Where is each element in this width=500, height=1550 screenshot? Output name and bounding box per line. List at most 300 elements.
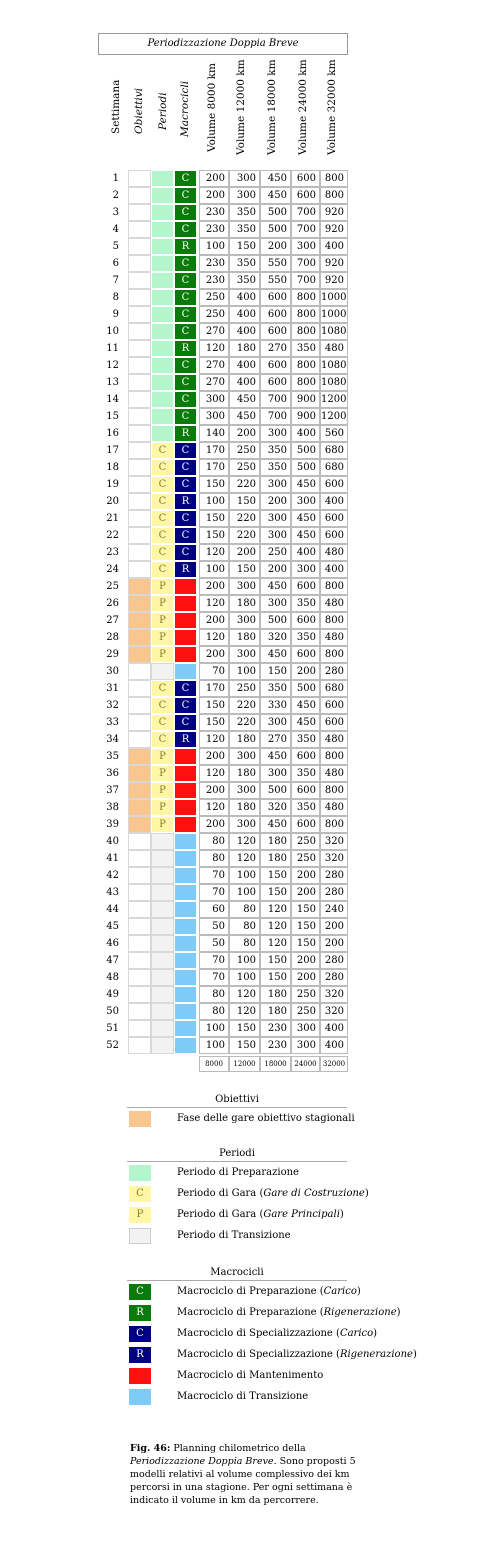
volume-cell: 70: [199, 969, 229, 986]
objective-cell: [128, 833, 151, 850]
legend-swatch: [129, 1165, 151, 1181]
figure-caption: [130, 1442, 370, 1507]
objective-cell: [128, 425, 151, 442]
volume-cell: 150: [260, 663, 291, 680]
period-cell: [151, 357, 174, 374]
volume-cell: 180: [229, 731, 260, 748]
volume-cell: 400: [229, 289, 260, 306]
period-cell: [151, 272, 174, 289]
volume-cell: 600: [291, 578, 320, 595]
legend-swatch: [129, 1228, 151, 1244]
volume-cell: 150: [229, 1037, 260, 1054]
week-number: 3: [112, 207, 119, 218]
volume-cell: 500: [260, 221, 291, 238]
volume-cell: 600: [260, 357, 291, 374]
volume-cell: 300: [229, 816, 260, 833]
volume-cell: 350: [291, 731, 320, 748]
volume-cell: 350: [260, 442, 291, 459]
objective-cell: [128, 306, 151, 323]
volume-cell: 100: [199, 1020, 229, 1037]
volume-cell: 300: [291, 493, 320, 510]
objective-cell: [128, 323, 151, 340]
volume-cell: 120: [199, 765, 229, 782]
volume-cell: 800: [291, 306, 320, 323]
period-cell: P: [151, 799, 174, 816]
volume-cell: 100: [199, 561, 229, 578]
legend-swatch: [129, 1368, 151, 1384]
volume-cell: 1080: [320, 374, 348, 391]
volume-cell: 230: [199, 221, 229, 238]
volume-total: 8000: [199, 1056, 229, 1072]
week-number: 27: [106, 615, 119, 626]
volume-cell: 350: [291, 799, 320, 816]
volume-cell: 600: [260, 289, 291, 306]
caption-text: Planning chilometrico della: [170, 1443, 306, 1454]
volume-cell: 180: [260, 850, 291, 867]
volume-cell: 100: [229, 867, 260, 884]
volume-cell: 300: [229, 187, 260, 204]
volume-cell: 450: [260, 816, 291, 833]
macrocycle-cell: C: [174, 680, 197, 697]
volume-cell: 320: [260, 799, 291, 816]
volume-cell: 450: [260, 170, 291, 187]
macrocycle-cell: C: [174, 357, 197, 374]
macrocycle-cell: C: [174, 255, 197, 272]
objective-cell: [128, 340, 151, 357]
objective-cell: [128, 255, 151, 272]
volume-cell: 400: [229, 323, 260, 340]
volume-cell: 70: [199, 867, 229, 884]
objective-cell: [128, 646, 151, 663]
volume-cell: 250: [291, 833, 320, 850]
volume-cell: 80: [199, 833, 229, 850]
objective-cell: [128, 680, 151, 697]
volume-cell: 1200: [320, 408, 348, 425]
volume-cell: 180: [229, 595, 260, 612]
volume-cell: 300: [291, 561, 320, 578]
volume-cell: 200: [291, 867, 320, 884]
header-volume-5: Volume 32000 km: [326, 59, 338, 155]
period-cell: P: [151, 816, 174, 833]
volume-cell: 600: [260, 306, 291, 323]
volume-cell: 1080: [320, 357, 348, 374]
volume-cell: 170: [199, 680, 229, 697]
volume-cell: 800: [291, 289, 320, 306]
period-cell: [151, 204, 174, 221]
period-cell: [151, 918, 174, 935]
volume-cell: 330: [260, 697, 291, 714]
volume-cell: 800: [320, 782, 348, 799]
period-cell: C: [151, 697, 174, 714]
macrocycle-cell: [174, 765, 197, 782]
caption-text: . Sono proposti 5 modelli relativi al volume complessivo dei km percorsi in una stagione. Per ogni settimana è indicato il volume in km da percorrere.: [130, 1456, 356, 1506]
volume-total: 24000: [291, 1056, 320, 1072]
legend-label-text: Macrociclo di Specializzazione (: [177, 1328, 340, 1339]
period-cell: P: [151, 646, 174, 663]
legend-label: Macrociclo di Specializzazione (Carico): [177, 1328, 378, 1339]
volume-cell: 250: [229, 680, 260, 697]
volume-cell: 400: [320, 493, 348, 510]
volume-cell: 120: [260, 935, 291, 952]
legend-label-text: Macrociclo di Mantenimento: [177, 1370, 324, 1381]
volume-cell: 500: [260, 782, 291, 799]
volume-cell: 300: [260, 527, 291, 544]
objective-cell: [128, 391, 151, 408]
period-cell: [151, 323, 174, 340]
week-number: 35: [106, 751, 119, 762]
volume-cell: 700: [291, 221, 320, 238]
week-number: 52: [106, 1040, 119, 1051]
volume-cell: 920: [320, 204, 348, 221]
macrocycle-cell: R: [174, 561, 197, 578]
volume-cell: 200: [260, 238, 291, 255]
macrocycle-cell: C: [174, 714, 197, 731]
volume-cell: 920: [320, 255, 348, 272]
week-number: 11: [106, 343, 119, 354]
period-cell: C: [151, 527, 174, 544]
week-number: 28: [106, 632, 119, 643]
volume-cell: 220: [229, 697, 260, 714]
period-cell: [151, 884, 174, 901]
period-cell: [151, 374, 174, 391]
volume-cell: 80: [199, 986, 229, 1003]
header-volume-2: Volume 12000 km: [235, 59, 247, 155]
week-number: 22: [106, 530, 119, 541]
macrocycle-cell: [174, 816, 197, 833]
objective-cell: [128, 663, 151, 680]
legend-label: [177, 1389, 308, 1405]
macrocycle-cell: [174, 952, 197, 969]
week-number: 2: [112, 190, 119, 201]
volume-cell: 200: [199, 816, 229, 833]
legend-objectives-title: Obiettivi: [215, 1094, 259, 1105]
volume-cell: 350: [229, 272, 260, 289]
objective-cell: [128, 765, 151, 782]
macrocycle-cell: C: [174, 544, 197, 561]
volume-cell: 250: [260, 544, 291, 561]
volume-cell: 150: [229, 238, 260, 255]
period-cell: [151, 221, 174, 238]
volume-cell: 800: [320, 170, 348, 187]
volume-cell: 200: [199, 782, 229, 799]
legend-label-detail: Rigenerazione: [323, 1307, 397, 1318]
period-cell: [151, 391, 174, 408]
volume-cell: 700: [291, 204, 320, 221]
objective-cell: [128, 901, 151, 918]
legend-divider: [127, 1280, 347, 1281]
objective-cell: [128, 544, 151, 561]
volume-cell: 320: [320, 1003, 348, 1020]
legend-label-detail: Gare di Costruzione: [263, 1188, 365, 1199]
objective-cell: [128, 170, 151, 187]
macrocycle-cell: C: [174, 510, 197, 527]
period-cell: [151, 952, 174, 969]
volume-cell: 300: [260, 476, 291, 493]
volume-cell: 280: [320, 867, 348, 884]
objective-cell: [128, 935, 151, 952]
objective-cell: [128, 578, 151, 595]
week-number: 41: [106, 853, 119, 864]
period-cell: [151, 289, 174, 306]
volume-total: 32000: [320, 1056, 348, 1072]
volume-cell: 800: [320, 612, 348, 629]
volume-cell: 700: [260, 391, 291, 408]
week-number: 43: [106, 887, 119, 898]
volume-cell: 70: [199, 663, 229, 680]
header-volume-1: Volume 8000 km: [206, 63, 218, 152]
period-cell: C: [151, 544, 174, 561]
macrocycle-cell: C: [174, 170, 197, 187]
volume-cell: 600: [320, 527, 348, 544]
macrocycle-cell: R: [174, 425, 197, 442]
legend-swatch: C: [129, 1186, 151, 1202]
macrocycle-cell: [174, 918, 197, 935]
volume-cell: 600: [260, 323, 291, 340]
volume-cell: 350: [229, 221, 260, 238]
header-periods: Periodi: [157, 92, 169, 130]
week-number: 46: [106, 938, 119, 949]
volume-cell: 480: [320, 595, 348, 612]
volume-cell: 480: [320, 544, 348, 561]
objective-cell: [128, 1003, 151, 1020]
volume-cell: 600: [291, 170, 320, 187]
volume-cell: 250: [291, 1003, 320, 1020]
objective-cell: [128, 816, 151, 833]
period-cell: [151, 1020, 174, 1037]
volume-cell: 600: [291, 187, 320, 204]
period-cell: [151, 833, 174, 850]
volume-cell: 450: [260, 187, 291, 204]
header-macrocycles: Macrocicli: [179, 80, 191, 137]
volume-cell: 800: [291, 374, 320, 391]
volume-cell: 680: [320, 459, 348, 476]
volume-cell: 300: [260, 765, 291, 782]
volume-cell: 280: [320, 952, 348, 969]
volume-cell: 80: [229, 935, 260, 952]
period-cell: [151, 986, 174, 1003]
week-number: 10: [106, 326, 119, 337]
macrocycle-cell: [174, 782, 197, 799]
volume-cell: 600: [320, 714, 348, 731]
objective-cell: [128, 510, 151, 527]
objective-cell: [128, 714, 151, 731]
legend-label-text: Macrociclo di Preparazione (: [177, 1307, 324, 1318]
period-cell: C: [151, 493, 174, 510]
volume-cell: 450: [229, 391, 260, 408]
legend-swatch: [129, 1389, 151, 1405]
volume-cell: 150: [229, 561, 260, 578]
volume-cell: 300: [291, 1020, 320, 1037]
volume-cell: 500: [291, 442, 320, 459]
objective-cell: [128, 884, 151, 901]
objective-cell: [128, 272, 151, 289]
volume-cell: 300: [199, 408, 229, 425]
objective-cell: [128, 595, 151, 612]
volume-cell: 180: [229, 799, 260, 816]
volume-cell: 180: [229, 629, 260, 646]
volume-cell: 200: [320, 935, 348, 952]
period-cell: [151, 867, 174, 884]
week-number: 12: [106, 360, 119, 371]
week-number: 15: [106, 411, 119, 422]
macrocycle-cell: R: [174, 731, 197, 748]
volume-cell: 150: [199, 510, 229, 527]
week-number: 24: [106, 564, 119, 575]
volume-cell: 100: [229, 884, 260, 901]
volume-cell: 450: [260, 748, 291, 765]
volume-cell: 700: [291, 272, 320, 289]
legend-divider: [127, 1161, 347, 1162]
legend-label: Macrociclo di Preparazione (Carico): [177, 1286, 361, 1297]
volume-cell: 150: [199, 476, 229, 493]
period-cell: [151, 850, 174, 867]
period-cell: [151, 663, 174, 680]
week-number: 26: [106, 598, 119, 609]
volume-cell: 600: [291, 646, 320, 663]
macrocycle-cell: [174, 629, 197, 646]
legend-label: [177, 1165, 299, 1181]
macrocycle-cell: C: [174, 221, 197, 238]
macrocycle-cell: C: [174, 204, 197, 221]
volume-cell: 150: [291, 901, 320, 918]
volume-cell: 200: [199, 578, 229, 595]
legend-label-text: Periodo di Gara (: [177, 1188, 264, 1199]
legend-label-detail: Gare Principali: [263, 1209, 340, 1220]
volume-cell: 150: [229, 493, 260, 510]
legend-label: Periodo di Gara (Gare di Costruzione): [177, 1188, 369, 1199]
objective-cell: [128, 918, 151, 935]
volume-cell: 1000: [320, 306, 348, 323]
objective-cell: [128, 527, 151, 544]
volume-cell: 200: [260, 493, 291, 510]
volume-cell: 500: [260, 204, 291, 221]
macrocycle-cell: C: [174, 187, 197, 204]
week-number: 38: [106, 802, 119, 813]
header-objectives: Obiettivi: [133, 88, 145, 134]
period-cell: P: [151, 748, 174, 765]
volume-cell: 450: [260, 646, 291, 663]
objective-cell: [128, 442, 151, 459]
legend-swatch: P: [129, 1207, 151, 1223]
objective-cell: [128, 969, 151, 986]
volume-cell: 150: [260, 969, 291, 986]
volume-cell: 550: [260, 255, 291, 272]
week-number: 29: [106, 649, 119, 660]
volume-cell: 300: [260, 425, 291, 442]
macrocycle-cell: C: [174, 697, 197, 714]
objective-cell: [128, 782, 151, 799]
macrocycle-cell: C: [174, 306, 197, 323]
volume-total: 12000: [229, 1056, 260, 1072]
period-cell: [151, 408, 174, 425]
macrocycle-cell: C: [174, 374, 197, 391]
week-number: 50: [106, 1006, 119, 1017]
week-number: 9: [112, 309, 119, 320]
legend-label-text: Periodo di Transizione: [177, 1230, 291, 1241]
volume-cell: 240: [320, 901, 348, 918]
macrocycle-cell: [174, 969, 197, 986]
volume-cell: 120: [229, 850, 260, 867]
legend-label: [177, 1228, 291, 1244]
volume-cell: 200: [291, 663, 320, 680]
volume-cell: 100: [199, 238, 229, 255]
volume-cell: 120: [199, 340, 229, 357]
volume-cell: 800: [320, 816, 348, 833]
period-cell: [151, 1037, 174, 1054]
volume-cell: 200: [199, 612, 229, 629]
objective-cell: [128, 731, 151, 748]
objective-cell: [128, 697, 151, 714]
volume-cell: 300: [199, 391, 229, 408]
volume-cell: 120: [229, 986, 260, 1003]
volume-cell: 400: [229, 306, 260, 323]
objective-cell: [128, 187, 151, 204]
week-number: 33: [106, 717, 119, 728]
legend-label: Macrociclo di Specializzazione (Rigenerazione): [177, 1349, 417, 1360]
volume-cell: 500: [291, 459, 320, 476]
period-cell: [151, 170, 174, 187]
header-week: Settimana: [110, 79, 122, 134]
period-cell: C: [151, 680, 174, 697]
volume-cell: 600: [260, 374, 291, 391]
volume-cell: 800: [320, 578, 348, 595]
volume-cell: 230: [260, 1037, 291, 1054]
volume-cell: 600: [291, 782, 320, 799]
volume-cell: 250: [229, 459, 260, 476]
week-number: 48: [106, 972, 119, 983]
volume-cell: 120: [229, 833, 260, 850]
week-number: 21: [106, 513, 119, 524]
legend-swatch: C: [129, 1284, 151, 1300]
period-cell: C: [151, 731, 174, 748]
volume-cell: 200: [260, 561, 291, 578]
volume-cell: 400: [320, 1020, 348, 1037]
week-number: 4: [112, 224, 119, 235]
volume-cell: 100: [229, 969, 260, 986]
week-number: 5: [112, 241, 119, 252]
week-number: 13: [106, 377, 119, 388]
week-number: 30: [106, 666, 119, 677]
volume-cell: 450: [260, 578, 291, 595]
week-number: 36: [106, 768, 119, 779]
volume-cell: 80: [229, 918, 260, 935]
header-volume-3: Volume 18000 km: [266, 59, 278, 155]
macrocycle-cell: [174, 748, 197, 765]
volume-cell: 180: [260, 833, 291, 850]
volume-cell: 480: [320, 340, 348, 357]
volume-cell: 700: [291, 255, 320, 272]
volume-cell: 250: [199, 306, 229, 323]
legend-swatch: R: [129, 1347, 151, 1363]
volume-cell: 300: [260, 595, 291, 612]
volume-cell: 200: [199, 748, 229, 765]
volume-cell: 400: [320, 238, 348, 255]
volume-cell: 280: [320, 884, 348, 901]
volume-cell: 250: [199, 289, 229, 306]
volume-cell: 270: [199, 374, 229, 391]
week-number: 19: [106, 479, 119, 490]
week-number: 16: [106, 428, 119, 439]
week-number: 14: [106, 394, 119, 405]
volume-cell: 230: [199, 255, 229, 272]
week-number: 23: [106, 547, 119, 558]
volume-cell: 50: [199, 918, 229, 935]
period-cell: P: [151, 765, 174, 782]
volume-cell: 270: [199, 323, 229, 340]
volume-cell: 350: [291, 595, 320, 612]
macrocycle-cell: [174, 663, 197, 680]
volume-cell: 220: [229, 527, 260, 544]
